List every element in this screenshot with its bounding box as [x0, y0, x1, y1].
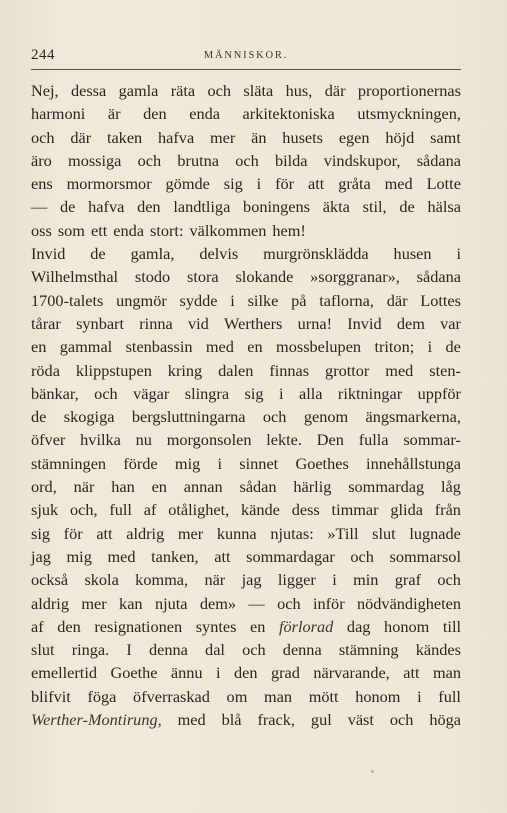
word: genom — [303, 407, 349, 427]
word: vid — [187, 313, 209, 333]
word: den — [137, 197, 161, 217]
word: gul — [310, 710, 332, 730]
word: sydde — [179, 290, 218, 310]
text-line — [31, 172, 461, 195]
word: stämningen — [31, 453, 107, 473]
word: af — [31, 616, 44, 636]
word: den — [234, 663, 258, 683]
body-text — [31, 79, 461, 731]
word: en — [151, 477, 167, 497]
text-line — [31, 195, 461, 218]
word: kände — [241, 500, 280, 520]
word: silke — [247, 290, 279, 310]
word: sten- — [429, 360, 461, 380]
word: till — [442, 616, 461, 636]
word: taken — [106, 127, 143, 147]
word: taflorna, — [319, 290, 374, 310]
word: från — [434, 500, 461, 520]
word: Lottes — [420, 290, 461, 310]
word: där — [386, 290, 408, 310]
word: en — [31, 337, 47, 357]
word: öfverraskad — [133, 686, 210, 706]
word: vindskupor, — [323, 150, 401, 170]
word: Goethes — [295, 453, 349, 473]
word: stora — [187, 267, 219, 287]
word: i — [332, 570, 337, 590]
word: den — [143, 104, 167, 124]
text-line — [31, 568, 461, 591]
word: röda — [31, 360, 60, 380]
word: full — [438, 686, 461, 706]
text-line — [31, 475, 461, 498]
word: sådana — [416, 267, 461, 287]
word: dal — [205, 640, 225, 660]
word: — — [31, 197, 48, 217]
word: inför — [312, 593, 345, 613]
word: och — [262, 407, 287, 427]
word: att — [403, 663, 420, 683]
word: ängsmarkerna, — [365, 407, 461, 427]
word: resignationen — [94, 616, 183, 636]
word: han — [111, 477, 135, 497]
word: stort: — [150, 220, 184, 240]
word: välkommen — [189, 220, 267, 240]
word: att — [214, 546, 231, 566]
paper-speck — [371, 770, 374, 773]
word: och — [94, 383, 118, 403]
text-line — [31, 102, 461, 125]
word: låg — [441, 477, 461, 497]
word: full — [109, 500, 132, 520]
header-rule — [31, 69, 461, 70]
word: var — [440, 313, 461, 333]
word: kan — [119, 593, 143, 613]
word: ens — [31, 174, 53, 194]
word: gråta — [338, 174, 371, 194]
word: ringa. — [71, 640, 110, 660]
word: husets — [282, 127, 323, 147]
word: man — [264, 686, 293, 706]
word: sommar- — [403, 430, 461, 450]
word: och — [207, 81, 232, 100]
word: bilda — [274, 150, 308, 170]
word: dem» — [199, 593, 237, 613]
word: gammal — [59, 337, 113, 357]
word: hälsa — [427, 197, 461, 217]
text-line — [31, 685, 461, 708]
word: om — [226, 686, 248, 706]
text-line — [31, 498, 461, 521]
word: slokande — [235, 267, 294, 287]
text-line — [31, 359, 461, 382]
word: slut — [372, 523, 396, 543]
word: att — [96, 523, 113, 543]
word: hem! — [272, 220, 306, 240]
word: och — [350, 546, 374, 566]
word: blå — [221, 710, 242, 730]
word: i — [456, 244, 461, 264]
word: hvilka — [80, 430, 121, 450]
word: som — [57, 220, 85, 240]
word: mormorsmor — [66, 174, 152, 194]
word: och — [31, 127, 55, 147]
word: oss — [31, 220, 52, 240]
word: »sorggranar», — [310, 267, 400, 287]
word: harmoni — [31, 104, 86, 124]
word: när — [204, 570, 226, 590]
word: triton; — [374, 337, 415, 357]
word: hafva — [158, 127, 195, 147]
word: timmar — [331, 500, 379, 520]
word: dessa — [70, 81, 107, 100]
word: af — [143, 500, 157, 520]
text-line — [31, 522, 461, 545]
word: brutna — [177, 150, 219, 170]
word: blifvit — [31, 686, 71, 706]
word: enda — [189, 104, 220, 124]
word: där — [324, 81, 346, 100]
word: nu — [135, 430, 152, 450]
text-line — [31, 289, 461, 312]
word: stenbassin — [125, 337, 193, 357]
word: släta — [243, 81, 274, 100]
word: skogiga — [63, 407, 115, 427]
word: den — [57, 616, 81, 636]
word: Goethe — [110, 663, 158, 683]
word: när — [73, 477, 95, 497]
word: mer — [209, 127, 236, 147]
word: Invid — [347, 313, 382, 333]
word: de — [31, 407, 47, 427]
word: en — [247, 337, 263, 357]
word: mött — [308, 686, 339, 706]
running-head: MÄNNISKOR. — [203, 50, 289, 61]
text-line — [31, 312, 461, 335]
word: mig — [66, 546, 92, 566]
word: äro — [31, 150, 52, 170]
word: husen — [393, 244, 432, 264]
word: Werther-Montirung, — [31, 710, 162, 730]
word: jag — [241, 570, 262, 590]
word: morgonsolen — [166, 430, 252, 450]
page-header — [31, 47, 461, 67]
word: med — [384, 174, 413, 194]
word: Invid — [31, 244, 66, 264]
text-line — [31, 708, 461, 731]
text-line — [31, 592, 461, 615]
word: fulla — [358, 430, 389, 450]
word: förlorad — [279, 616, 334, 636]
word: sådana — [416, 150, 461, 170]
word: — — [248, 593, 265, 613]
word: boningens — [243, 197, 310, 217]
word: i — [278, 383, 284, 403]
word: kunna — [216, 523, 257, 543]
word: bänkar, — [31, 383, 79, 403]
word: sommarsol — [389, 546, 461, 566]
text-line — [31, 545, 461, 568]
word: närvarande, — [313, 663, 390, 683]
word: gamla, — [130, 244, 175, 264]
word: arkitektoniska — [242, 104, 335, 124]
text-line — [31, 242, 461, 265]
word: gamla — [118, 81, 159, 100]
word: är — [107, 104, 121, 124]
word: Nej, — [31, 81, 59, 100]
word: mer — [81, 593, 107, 613]
word: denna — [282, 640, 322, 660]
word: och — [389, 710, 414, 730]
word: enda — [113, 220, 144, 240]
word: och — [137, 150, 162, 170]
word: urna! — [297, 313, 332, 333]
word: annan — [183, 477, 223, 497]
word: i — [417, 686, 422, 706]
word: murgrönsklädda — [263, 244, 369, 264]
word: räta — [170, 81, 196, 100]
text-line — [31, 452, 461, 475]
word: och — [277, 593, 301, 613]
word: än — [251, 127, 267, 147]
word: 1700-talets — [31, 290, 104, 310]
word: sommardag — [348, 477, 425, 497]
word: glida — [390, 500, 423, 520]
word: delvis — [199, 244, 239, 264]
word: stodo — [134, 267, 171, 287]
word: sig — [244, 383, 264, 403]
word: äkta — [322, 197, 350, 217]
text-line — [31, 405, 461, 428]
word: höjd — [385, 127, 415, 147]
text-line — [31, 661, 461, 684]
word: hus, — [285, 81, 313, 100]
word: tanken, — [151, 546, 199, 566]
word: sådan — [239, 477, 277, 497]
word: samt — [430, 127, 461, 147]
word: rinna — [139, 313, 173, 333]
word: de — [90, 244, 106, 264]
word: honom — [355, 686, 401, 706]
text-line — [31, 126, 461, 149]
word: de — [399, 197, 415, 217]
text-line — [31, 149, 461, 172]
word: på — [291, 290, 307, 310]
word: dess — [291, 500, 320, 520]
word: gömde — [165, 174, 210, 194]
word: uppför — [417, 383, 461, 403]
word: ett — [90, 220, 108, 240]
word: mig — [174, 453, 201, 473]
word: otålighet, — [168, 500, 230, 520]
word: komma, — [135, 570, 189, 590]
word: och — [235, 150, 259, 170]
word: Wilhelmsthal — [31, 267, 119, 287]
word: sjuk — [31, 500, 59, 520]
word: slingra — [184, 383, 230, 403]
word: syntes — [195, 616, 237, 636]
word: man — [432, 663, 461, 683]
word: slut — [31, 640, 55, 660]
word: bergsluttningarna — [131, 407, 246, 427]
text-line — [31, 335, 461, 358]
word: där — [70, 127, 92, 147]
text-line — [31, 79, 461, 102]
word: i — [217, 453, 223, 473]
word: emellertid — [31, 663, 97, 683]
word: och — [242, 640, 266, 660]
word: min — [353, 570, 379, 590]
word: lekte. — [266, 430, 302, 450]
word: härlig — [293, 477, 332, 497]
word: stämning — [338, 640, 399, 660]
word: för — [275, 174, 295, 194]
word: riktningar — [337, 383, 403, 403]
word: föga — [87, 686, 117, 706]
word: ligger — [277, 570, 316, 590]
word: stil, — [362, 197, 387, 217]
word: med — [385, 360, 414, 380]
text-line — [31, 638, 461, 661]
word: hafva — [88, 197, 125, 217]
text-line — [31, 219, 461, 242]
text-line — [31, 428, 461, 451]
text-line — [31, 265, 461, 288]
word: klippstupen — [75, 360, 152, 380]
word: väst — [347, 710, 374, 730]
word: vägar — [133, 383, 170, 403]
word: Werthers — [224, 313, 283, 333]
word: och, — [69, 500, 98, 520]
text-line — [31, 382, 461, 405]
word: dem — [396, 313, 425, 333]
word: mossiga — [68, 150, 122, 170]
word: grad — [270, 663, 300, 683]
word: de — [60, 197, 76, 217]
word: i — [230, 290, 235, 310]
word: i — [427, 337, 433, 357]
word: mossbelupen — [276, 337, 362, 357]
word: lugnade — [409, 523, 461, 543]
page-number: 244 — [31, 47, 55, 63]
word: mer — [177, 523, 204, 543]
word: med — [205, 337, 234, 357]
word: ord, — [31, 477, 57, 497]
word: i — [256, 174, 262, 194]
text-line — [31, 615, 461, 638]
word: innehållstunga — [366, 453, 461, 473]
word: också — [31, 570, 69, 590]
word: jag — [31, 546, 51, 566]
word: de — [445, 337, 461, 357]
word: honom — [384, 616, 430, 636]
word: utsmyckningen, — [357, 104, 461, 124]
word: med — [107, 546, 136, 566]
word: sinnet — [239, 453, 279, 473]
word: landtliga — [173, 197, 231, 217]
word: ännu — [170, 663, 203, 683]
word: förde — [123, 453, 158, 473]
word: aldrig — [31, 593, 69, 613]
word: i — [216, 663, 221, 683]
word: att — [308, 174, 325, 194]
word: dalen — [218, 360, 254, 380]
word: denna — [149, 640, 188, 660]
word: njutas: — [270, 523, 314, 543]
word: höga — [429, 710, 461, 730]
word: finnas — [269, 360, 310, 380]
word: Lotte — [426, 174, 461, 194]
word: Den — [316, 430, 344, 450]
word: kändes — [415, 640, 461, 660]
word: graf — [394, 570, 421, 590]
word: I — [126, 640, 132, 660]
word: sig — [223, 174, 243, 194]
word: och — [437, 570, 461, 590]
word: kring — [167, 360, 203, 380]
word: proportionernas — [357, 81, 461, 100]
word: en — [250, 616, 266, 636]
word: frack, — [257, 710, 295, 730]
word: synbart — [76, 313, 125, 333]
word: sig — [31, 523, 51, 543]
word: för — [63, 523, 83, 543]
word: med — [177, 710, 206, 730]
word: alla — [298, 383, 323, 403]
word: tårar — [31, 313, 61, 333]
word: ungmör — [116, 290, 167, 310]
word: nödvändigheten — [357, 593, 461, 613]
word: skola — [84, 570, 119, 590]
word: njuta — [154, 593, 188, 613]
word: aldrig — [126, 523, 165, 543]
word: öfver — [31, 430, 66, 450]
word: dag — [346, 616, 371, 636]
word: sommardagar — [246, 546, 335, 566]
word: egen — [338, 127, 370, 147]
word: grottor — [325, 360, 370, 380]
word: »Till — [327, 523, 359, 543]
